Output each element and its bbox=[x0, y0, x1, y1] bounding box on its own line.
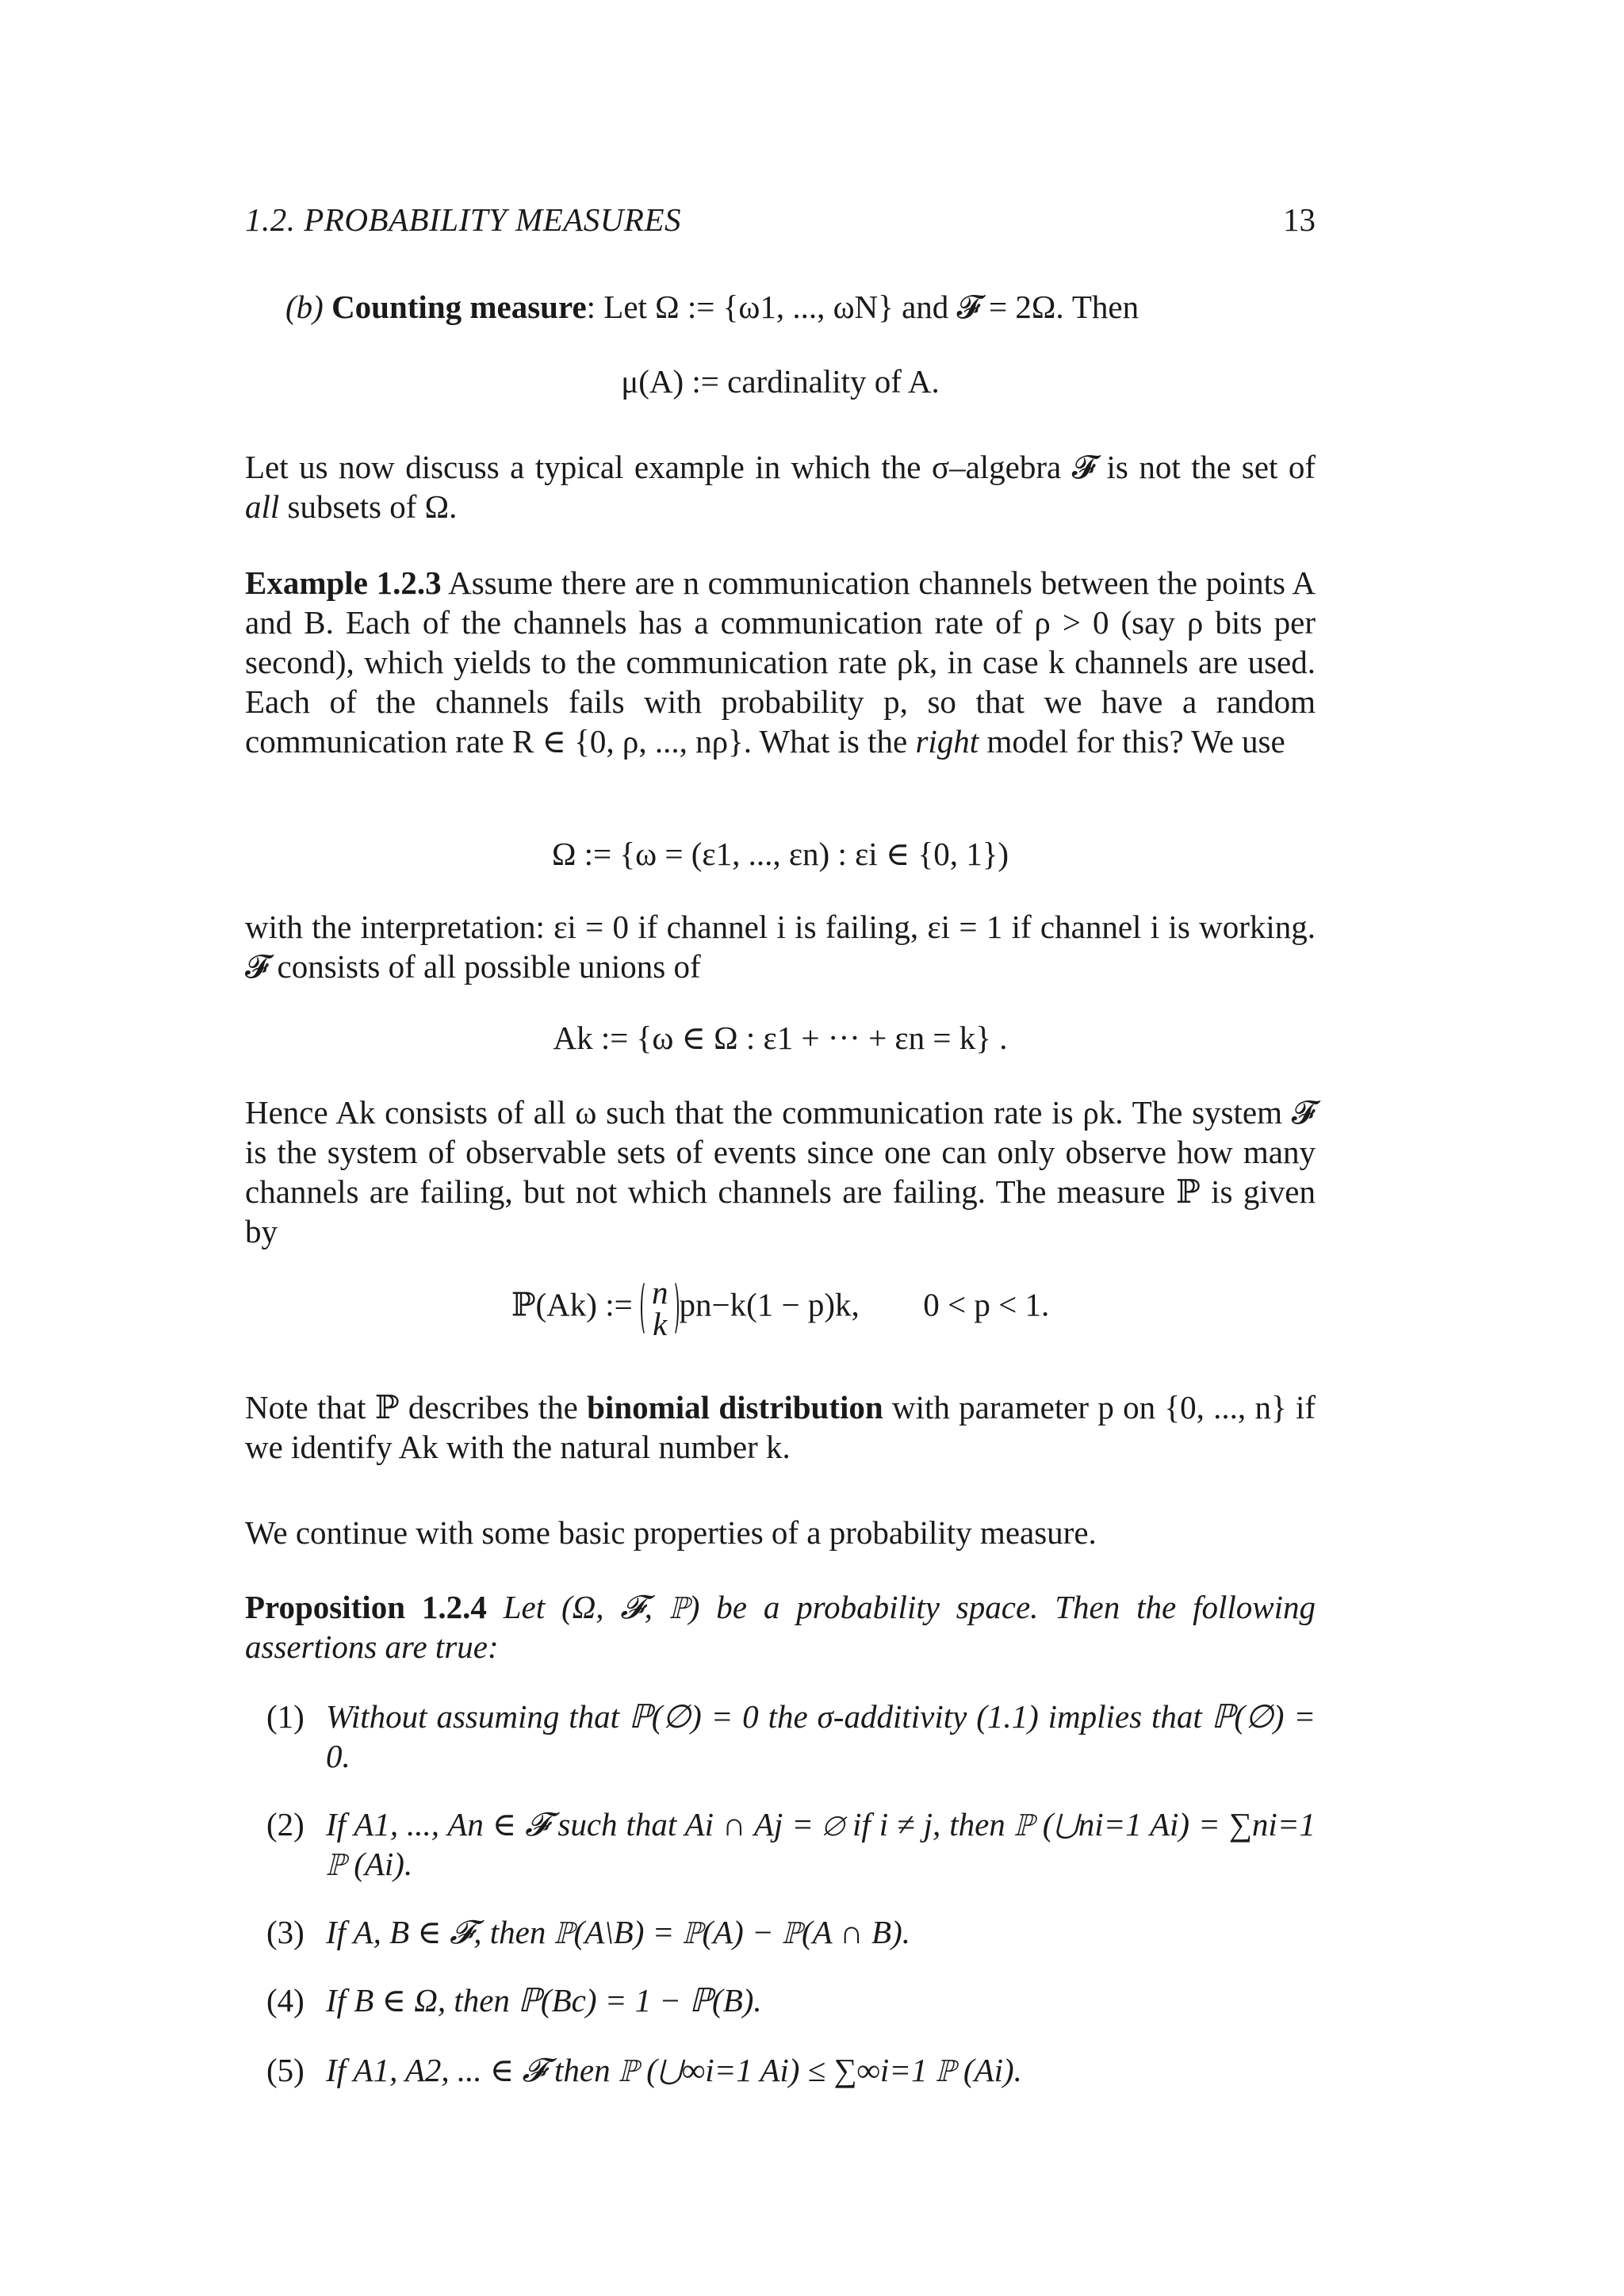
proposition-statement: Let (Ω, 𝓕, ℙ) be a probability space. Then the following assertions are true: bbox=[245, 1589, 1316, 1665]
example-label: Example 1.2.3 bbox=[245, 564, 442, 601]
binomial-top: n bbox=[651, 1274, 668, 1311]
example-body-end: model for this? We use bbox=[979, 723, 1285, 760]
counting-measure-term: Counting measure bbox=[331, 289, 587, 325]
proposition-item-1-number: (1) bbox=[266, 1698, 304, 1735]
binomial-coefficient bbox=[641, 1276, 680, 1340]
continue-paragraph: We continue with some basic properties of a probability measure. bbox=[245, 1514, 1097, 1551]
note-paragraph bbox=[245, 1387, 1316, 1467]
example-paragraph bbox=[245, 563, 1316, 761]
binomial-lhs: ℙ(Ak) := bbox=[511, 1286, 633, 1323]
note-text-b: with parameter p on {0, ..., n} if we identify Ak with the natural number k. bbox=[245, 1389, 1316, 1465]
intro-emph-all: all bbox=[245, 488, 280, 525]
item-label-b: (b) bbox=[285, 289, 324, 325]
proposition-paragraph bbox=[245, 1587, 1316, 1667]
binomial-formula bbox=[245, 1276, 1316, 1340]
ak-definition-formula: Ak := {ω ∈ Ω : ε1 + ··· + εn = k} . bbox=[553, 1020, 1008, 1056]
binomial-bottom: k bbox=[653, 1306, 668, 1342]
proposition-item-2-number: (2) bbox=[266, 1806, 304, 1843]
proposition-item-4-number: (4) bbox=[266, 1982, 304, 2019]
note-bold-term: binomial distribution bbox=[587, 1389, 883, 1425]
example-body: Assume there are n communication channels between the points A and B. Each of the channels has a communication rate of ρ > 0 (say ρ bits per second), which yields to the communication rate ρk, in case k channels are used. Each of the channels fails with probability p, so that we have a random communication rate R ∈ {0, ρ, ..., nρ}. What is the bbox=[245, 564, 1316, 760]
proposition-item-2-text: If A1, ..., An ∈ 𝓕 such that Ai ∩ Aj = ∅ if i ≠ j, then ℙ (⋃ni=1 Ai) = ∑ni=1 ℙ (Ai). bbox=[326, 1806, 1316, 1882]
proposition-item-4-text: If B ∈ Ω, then ℙ(Bc) = 1 − ℙ(B). bbox=[326, 1982, 762, 2019]
intro-text-b: subsets of Ω. bbox=[279, 488, 458, 525]
note-text-a: Note that ℙ describes the bbox=[245, 1389, 588, 1425]
proposition-item-1-text: Without assuming that ℙ(∅) = 0 the σ-additivity (1.1) implies that ℙ(∅) = 0. bbox=[326, 1698, 1316, 1774]
binomial-rhs: pn−k(1 − p)k, bbox=[679, 1286, 860, 1323]
omega-definition-formula: Ω := {ω = (ε1, ..., εn) : εi ∈ {0, 1}) bbox=[551, 836, 1009, 872]
interpretation-paragraph: with the interpretation: εi = 0 if channel i is failing, εi = 1 if channel i is working. 𝓕 consists of all possible unions of bbox=[245, 909, 1316, 985]
proposition-item-3-text: If A, B ∈ 𝓕, then ℙ(A\B) = ℙ(A) − ℙ(A ∩ B). bbox=[326, 1914, 910, 1950]
counting-measure-formula: μ(A) := cardinality of A. bbox=[621, 363, 940, 400]
proposition-item-5-text: If A1, A2, ... ∈ 𝓕 then ℙ (⋃∞i=1 Ai) ≤ ∑∞i=1 ℙ (Ai). bbox=[326, 2052, 1022, 2088]
counting-measure-text: : Let Ω := {ω1, ..., ωN} and 𝓕 = 2Ω. Then bbox=[586, 289, 1139, 325]
proposition-label: Proposition 1.2.4 bbox=[245, 1589, 487, 1625]
binomial-condition: 0 < p < 1. bbox=[923, 1286, 1050, 1323]
example-emph-right: right bbox=[915, 723, 979, 760]
intro-paragraph bbox=[245, 447, 1316, 526]
intro-text-a: Let us now discuss a typical example in which the σ–algebra 𝓕 is not the set of bbox=[245, 449, 1316, 485]
page-number: 13 bbox=[1283, 201, 1316, 238]
running-header-title: 1.2. PROBABILITY MEASURES bbox=[245, 201, 681, 238]
counting-measure-line bbox=[285, 287, 1316, 327]
proposition-item-3-number: (3) bbox=[266, 1914, 304, 1950]
proposition-item-5-number: (5) bbox=[266, 2052, 304, 2088]
hence-paragraph: Hence Ak consists of all ω such that the communication rate is ρk. The system 𝓕 is the system of observable sets of events since one can only observe how many channels are failing, but not which channels are failing. The measure ℙ is given by bbox=[245, 1094, 1316, 1249]
